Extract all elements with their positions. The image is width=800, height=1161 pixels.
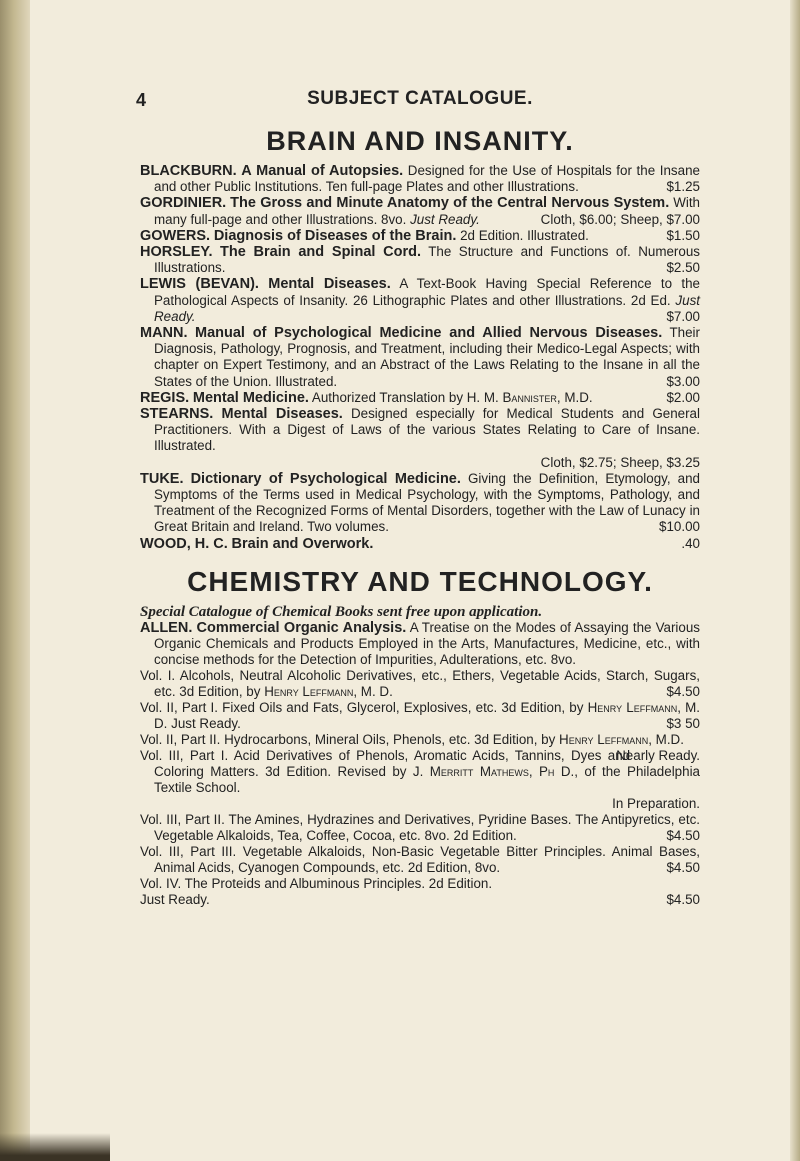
allen-vol-2-part-2: Vol. II, Part II. Hydrocarbons, Mineral Oils, Phenols, etc. 3d Edition, by Henry Leffmann, M.D. Nearly Ready. bbox=[140, 732, 700, 764]
price: $3.00 bbox=[666, 373, 700, 389]
allen-vol-3-part-1: Vol. III, Part I. Acid Derivatives of Phenols, Aromatic Acids, Tannins, Dyes and Coloring Matters. 3d Edition. Revised by J. Merritt Mathews, Ph D., of the Philadelphia Textile School. In Preparation. bbox=[140, 748, 700, 812]
price: $4.50 bbox=[666, 892, 700, 908]
price: Cloth, $2.75; Sheep, $3.25 bbox=[540, 454, 700, 470]
entry-regis: REGIS. Mental Medicine. Authorized Translation by H. M. Bannister, M.D. $2.00 bbox=[140, 389, 700, 406]
entry-allen: ALLEN. Commercial Organic Analysis. A Treatise on the Modes of Assaying the Various Organic Chemicals and Products Employed in the Arts, Manufactures, Medicine, etc., with concise methods for the Detection of Impurities, Adulterations, etc. 8vo. bbox=[140, 619, 700, 668]
price: $3 50 bbox=[666, 716, 700, 732]
entry-wood: WOOD, H. C. Brain and Overwork. .40 bbox=[140, 535, 700, 552]
section-heading-chemistry: CHEMISTRY AND TECHNOLOGY. bbox=[187, 565, 653, 597]
catalogue-page bbox=[136, 88, 700, 908]
allen-vol-3-part-2: Vol. III, Part II. The Amines, Hydrazines and Derivatives, Pyridine Bases. The Antipyretics, etc. Vegetable Alkaloids, Tea, Coffee, Cocoa, etc. 8vo. 2d Edition. $4.50 bbox=[140, 812, 700, 844]
page-number: 4 bbox=[136, 90, 147, 110]
entry-stearns: STEARNS. Mental Diseases. Designed especially for Medical Students and General Practitioners. With a Digest of Laws of the various States Relating to Care of Insane. Illustrated. Cloth, $2.75; Sheep, $3.25 bbox=[140, 406, 700, 470]
section-heading-brain: BRAIN AND INSANITY. bbox=[266, 126, 574, 156]
price: .40 bbox=[681, 535, 700, 551]
page-header bbox=[136, 88, 700, 112]
book-spine-shadow bbox=[0, 0, 30, 1161]
page-corner-shadow bbox=[0, 1133, 110, 1161]
entry-mann: MANN. Manual of Psychological Medicine and Allied Nervous Diseases. Their Diagnosis, Pathology, Prognosis, and Treatment, including their Medico-Legal Aspects; with chapter on Expert Testimony, and an Abstract of the Laws Relating to the Insane in all the States of the Union. Illustrated. $3.00 bbox=[140, 325, 700, 389]
entry-gordinier: GORDINIER. The Gross and Minute Anatomy of the Central Nervous System. With many full-page and other Illustrations. 8vo. Just Ready. Cloth, $6.00; Sheep, $7.00 bbox=[140, 195, 700, 227]
price: $7.00 bbox=[666, 308, 700, 324]
price: $10.00 bbox=[659, 519, 700, 535]
page-right-edge bbox=[790, 0, 800, 1161]
allen-vol-3-part-3: Vol. III, Part III. Vegetable Alkaloids, Non-Basic Vegetable Bitter Principles. Animal Bases, Animal Acids, Cyanogen Compounds, etc. 2d Edition, 8vo. $4.50 bbox=[140, 844, 700, 876]
special-catalogue-note: Special Catalogue of Chemical Books sent free upon application. bbox=[140, 603, 543, 620]
allen-vol-2-part-1: Vol. II, Part I. Fixed Oils and Fats, Glycerol, Explosives, etc. 3d Edition, by Henry Leffmann, M. D. Just Ready. $3 50 bbox=[140, 700, 700, 732]
entry-lewis: LEWIS (BEVAN). Mental Diseases. A Text-Book Having Special Reference to the Pathological Aspects of Insanity. 26 Lithographic Plates and other Illustrations. 2d Ed. Just Ready. $7.00 bbox=[140, 276, 700, 324]
price: $2.00 bbox=[666, 389, 700, 405]
price: $1.50 bbox=[666, 227, 700, 243]
entry-tuke: TUKE. Dictionary of Psychological Medicine. Giving the Definition, Etymology, and Symptoms of the Terms used in Medical Psychology, with the Symptoms, Pathology, and Treatment of the Recognized Forms of Mental Disorders, together with the Law of Lunacy in Great Britain and Ireland. Two volumes. $10.00 bbox=[140, 470, 700, 535]
price: $4.50 bbox=[666, 684, 700, 700]
price: $4.50 bbox=[666, 828, 700, 844]
price: $1.25 bbox=[666, 179, 700, 195]
entry-horsley: HORSLEY. The Brain and Spinal Cord. The Structure and Functions of. Numerous Illustrations. $2.50 bbox=[140, 244, 700, 276]
entry-blackburn: BLACKBURN. A Manual of Autopsies. Designed for the Use of Hospitals for the Insane and other Public Institutions. Ten full-page Plates and other Illustrations. $1.25 bbox=[140, 163, 700, 195]
running-head: SUBJECT CATALOGUE. bbox=[307, 88, 533, 109]
price: $2.50 bbox=[666, 260, 700, 276]
allen-vol-1: Vol. I. Alcohols, Neutral Alcoholic Derivatives, etc., Ethers, Vegetable Acids, Starch, Sugars, etc. 3d Edition, by Henry Leffmann, M. D. $4.50 bbox=[140, 668, 700, 700]
allen-vol-4: Vol. IV. The Proteids and Albuminous Principles. 2d Edition. Just Ready. $4.50 bbox=[140, 876, 700, 908]
entry-gowers: GOWERS. Diagnosis of Diseases of the Brain. 2d Edition. Illustrated. $1.50 bbox=[140, 227, 700, 244]
price: $4.50 bbox=[666, 860, 700, 876]
price: Cloth, $6.00; Sheep, $7.00 bbox=[540, 211, 700, 227]
